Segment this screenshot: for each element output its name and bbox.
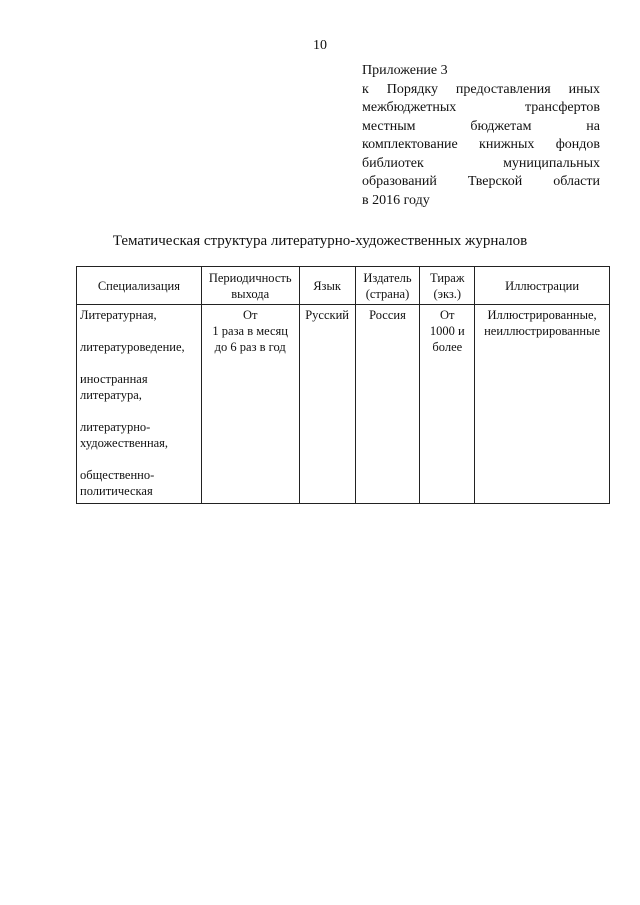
cell-periodicity — [201, 305, 299, 504]
periodicity-line: до 6 раз в год — [214, 340, 286, 354]
appendix-line: библиотек муниципальных — [362, 155, 600, 171]
cell-circulation — [420, 305, 475, 504]
header-periodicity: Периодичность выхода — [201, 267, 299, 305]
table-row — [77, 305, 610, 504]
circulation-line: От — [440, 308, 455, 322]
appendix-line: в 2016 году — [362, 192, 430, 208]
appendix-line: образований Тверской области — [362, 174, 600, 189]
appendix-line: межбюджетных трансфертов — [362, 100, 600, 115]
cell-specialization — [77, 305, 202, 504]
cell-illustrations — [475, 305, 610, 504]
illustrations-line: Иллюстрированные, — [487, 308, 597, 322]
periodicity-line: От — [242, 308, 258, 322]
header-language: Язык — [299, 267, 355, 305]
journal-structure-table — [76, 266, 610, 504]
table-header-row — [77, 267, 610, 305]
cell-language: Русский — [299, 305, 355, 504]
appendix-line: к Порядку предоставления иных — [362, 81, 600, 97]
header-specialization: Специализация — [77, 267, 202, 305]
cell-publisher: Россия — [355, 305, 420, 504]
periodicity-line: 1 раза в месяц — [212, 324, 288, 338]
specialization-item: общественно-политическая — [80, 468, 155, 498]
illustrations-line: неиллюстрированные — [484, 324, 601, 338]
appendix-line: местным бюджетам на — [362, 118, 600, 134]
specialization-item: литературно-художественная, — [80, 420, 169, 450]
header-illustrations: Иллюстрации — [475, 267, 610, 305]
circulation-line: более — [432, 340, 463, 354]
specialization-item: иностранная литература, — [80, 372, 148, 402]
specialization-item: литературоведение, — [80, 340, 185, 354]
appendix-heading — [362, 62, 600, 210]
appendix-line: комплектование книжных фондов — [362, 137, 600, 152]
circulation-line: 1000 и — [429, 324, 465, 338]
specialization-item: Литературная, — [80, 308, 157, 322]
page-number: 10 — [313, 38, 327, 53]
header-circulation: Тираж (экз.) — [420, 267, 475, 305]
appendix-line: Приложение 3 — [362, 63, 448, 78]
table-title: Тематическая структура литературно-художественных журналов — [112, 233, 528, 249]
header-publisher: Издатель (страна) — [355, 267, 420, 305]
